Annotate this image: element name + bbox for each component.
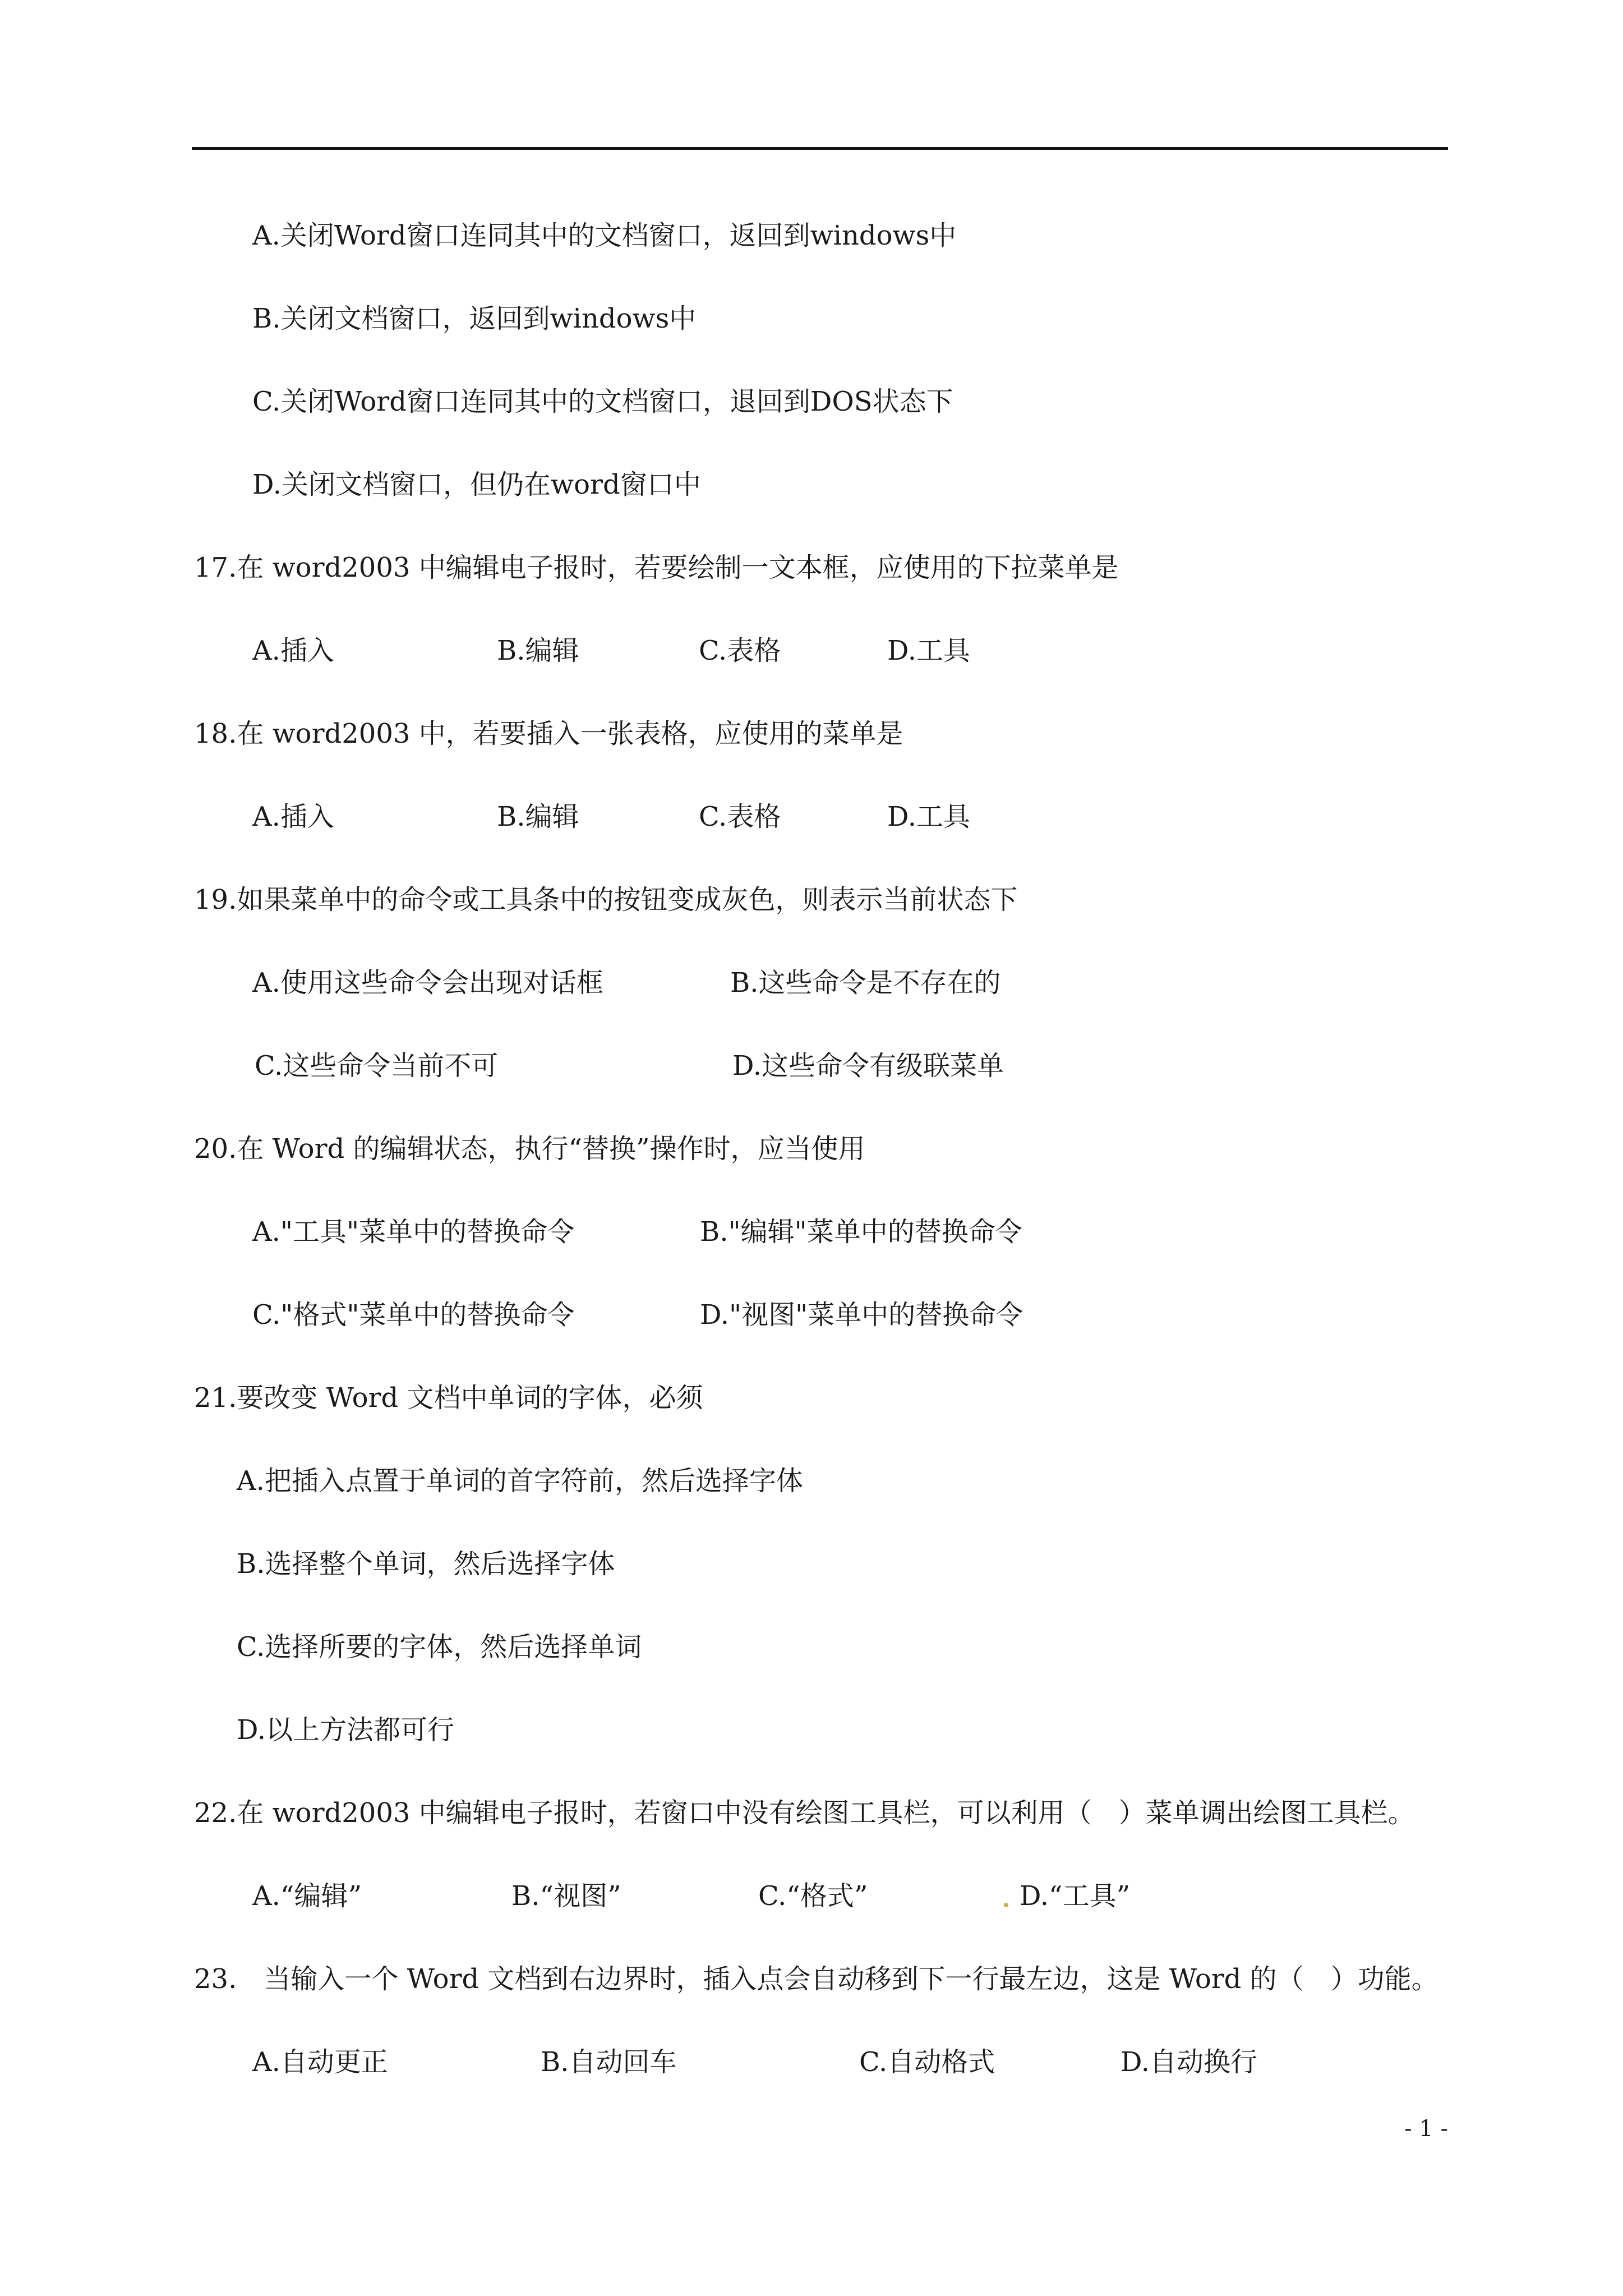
q20-option-d: D."视图"菜单中的替换命令 (700, 1299, 1023, 1331)
stray-mark (1004, 1903, 1008, 1907)
page-number: - 1 - (1404, 2116, 1448, 2142)
q21-option-c: C.选择所要的字体，然后选择单词 (237, 1631, 642, 1663)
q23-stem: 23. 当输入一个 Word 文档到右边界时，插入点会自动移到下一行最左边，这是 Word 的（ ）功能。 (194, 1963, 1438, 1995)
q20-option-c: C."格式"菜单中的替换命令 (252, 1299, 575, 1331)
q21-option-d: D.以上方法都可行 (237, 1714, 455, 1746)
q17-stem: 17.在 word2003 中编辑电子报时，若要绘制一文本框，应使用的下拉菜单是 (194, 552, 1119, 583)
header-rule (192, 147, 1448, 150)
q16-option-d: D.关闭文档窗口，但仍在word窗口中 (252, 469, 701, 500)
q21-option-b: B.选择整个单词，然后选择字体 (237, 1548, 615, 1580)
q18-option-d: D.工具 (887, 801, 971, 832)
q23-option-c: C.自动格式 (859, 2046, 995, 2078)
q21-option-a: A.把插入点置于单词的首字符前，然后选择字体 (237, 1465, 803, 1497)
q17-option-c: C.表格 (699, 635, 781, 666)
q22-option-b: B.“视图” (511, 1880, 621, 1912)
q23-option-a: A.自动更正 (252, 2046, 388, 2078)
q20-option-a: A."工具"菜单中的替换命令 (252, 1216, 575, 1248)
q22-option-a: A.“编辑” (252, 1880, 362, 1912)
q19-option-c: C.这些命令当前不可 (255, 1050, 499, 1082)
q19-option-a: A.使用这些命令会出现对话框 (252, 967, 603, 999)
q22-stem: 22.在 word2003 中编辑电子报时，若窗口中没有绘图工具栏，可以利用（ ）菜单调出绘图工具栏。 (194, 1797, 1415, 1829)
q22-option-d: D.“工具” (1020, 1880, 1131, 1912)
q16-option-b: B.关闭文档窗口，返回到windows中 (252, 303, 697, 334)
q20-stem: 20.在 Word 的编辑状态，执行“替换”操作时，应当使用 (194, 1133, 865, 1165)
q23-option-b: B.自动回车 (541, 2046, 677, 2078)
q18-option-c: C.表格 (699, 801, 781, 832)
q19-option-b: B.这些命令是不存在的 (730, 967, 1001, 999)
q22-option-c: C.“格式” (758, 1880, 868, 1912)
q19-stem: 19.如果菜单中的命令或工具条中的按钮变成灰色，则表示当前状态下 (194, 884, 1018, 915)
q18-stem: 18.在 word2003 中，若要插入一张表格，应使用的菜单是 (194, 718, 903, 749)
q19-option-d: D.这些命令有级联菜单 (732, 1050, 1004, 1082)
q18-option-b: B.编辑 (497, 801, 579, 832)
q17-option-b: B.编辑 (497, 635, 579, 666)
q16-option-c: C.关闭Word窗口连同其中的文档窗口，退回到DOS状态下 (252, 386, 953, 417)
q23-option-d: D.自动换行 (1121, 2046, 1258, 2078)
q21-stem: 21.要改变 Word 文档中单词的字体，必须 (194, 1382, 703, 1414)
q16-option-a: A.关闭Word窗口连同其中的文档窗口，返回到windows中 (252, 220, 957, 251)
q20-option-b: B."编辑"菜单中的替换命令 (700, 1216, 1022, 1248)
q18-option-a: A.插入 (252, 801, 334, 832)
q17-option-d: D.工具 (887, 635, 971, 666)
q17-option-a: A.插入 (252, 635, 334, 666)
